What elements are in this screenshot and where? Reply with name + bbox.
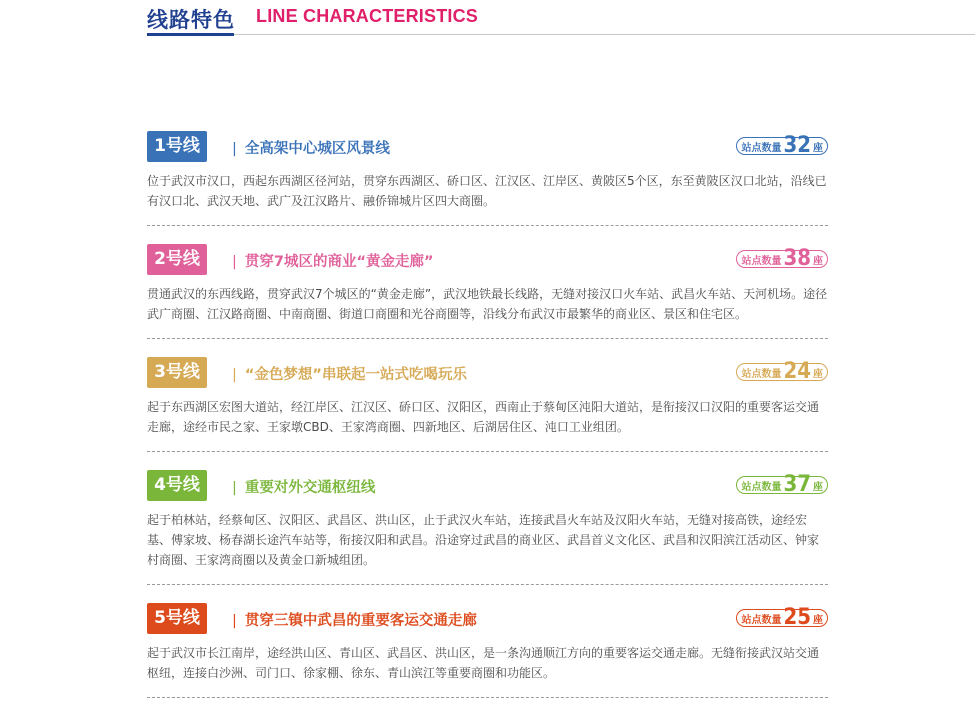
line-tagline-text: 贯穿7城区的商业“黄金走廊” [244, 254, 434, 270]
line-tagline-text: 全高架中心城区风景线 [244, 141, 390, 157]
stations-count-pill [736, 606, 828, 630]
line-description: 起于柏林站，经蔡甸区、汉阳区、武昌区、洪山区，止于武汉火车站，连接武昌火车站及汉阳火车站，无缝对接高铁，途经宏基、傅家坡、杨春湖长途汽车站等，衔接汉阳和武昌。沿途穿过武昌的商业区、武昌首义文化区、武昌和汉阳滨江活动区、钟家村商圈、王家湾商圈以及黄金口新城组团。 [147, 513, 820, 567]
dashed-divider [147, 584, 828, 585]
stations-label: 站点数量 [741, 614, 782, 626]
stations-count-pill [736, 360, 828, 384]
tagline-divider: | [232, 613, 237, 629]
line-tagline [232, 363, 467, 384]
dashed-divider [147, 225, 828, 226]
stations-unit: 座 [813, 368, 823, 380]
stations-count-pill [736, 247, 828, 271]
line-tagline [232, 250, 434, 271]
header-divider [147, 34, 975, 35]
stations-label: 站点数量 [741, 481, 782, 493]
stations-label: 站点数量 [741, 255, 782, 267]
line-tagline [232, 476, 375, 497]
line-badge: 3号线 [147, 357, 207, 388]
dashed-divider [147, 338, 828, 339]
stations-count: 37 [783, 472, 811, 497]
line-badge: 5号线 [147, 603, 207, 634]
stations-count: 32 [783, 133, 811, 158]
line-tagline [232, 609, 477, 630]
line-badge: 4号线 [147, 470, 207, 501]
line-tagline-text: “金色梦想”串联起一站式吃喝玩乐 [244, 367, 467, 383]
stations-unit: 座 [813, 481, 823, 493]
stations-unit: 座 [813, 255, 823, 267]
stations-count: 38 [783, 246, 811, 271]
dashed-divider [147, 451, 828, 452]
line-badge: 2号线 [147, 244, 207, 275]
section-title-en: LINE CHARACTERISTICS [256, 6, 479, 26]
tagline-divider: | [232, 367, 237, 383]
stations-count: 24 [783, 359, 811, 384]
line-tagline [232, 137, 390, 158]
header-accent-bar [147, 33, 234, 36]
stations-unit: 座 [813, 614, 823, 626]
stations-count-pill [736, 134, 828, 158]
stations-count: 25 [783, 605, 811, 630]
tagline-divider: | [232, 254, 237, 270]
line-badge: 1号线 [147, 131, 207, 162]
line-tagline-text: 重要对外交通枢纽线 [244, 480, 376, 496]
line-description: 位于武汉市汉口，西起东西湖区径河站，贯穿东西湖区、硚口区、江汉区、江岸区、黄陂区5个区，东至黄陂区汉口北站，沿线已有汉口北、武汉天地、武广及江汉路片、融侨锦城片区四大商圈。 [147, 174, 827, 208]
section-header [147, 0, 975, 38]
line-description: 起于东西湖区宏图大道站，经江岸区、江汉区、硚口区、汉阳区，西南止于蔡甸区沌阳大道站，是衔接汉口汉阳的重要客运交通走廊，途经市民之家、王家墩CBD、王家湾商圈、四新地区、后湖居住区、沌口工业组团。 [147, 400, 820, 434]
line-tagline-text: 贯穿三镇中武昌的重要客运交通走廊 [244, 613, 477, 629]
dashed-divider [147, 697, 828, 698]
line-description: 起于武汉市长江南岸，途经洪山区、青山区、武昌区、洪山区，是一条沟通顺江方向的重要客运交通走廊。无缝衔接武汉站交通枢纽，连接白沙洲、司门口、徐家棚、徐东、青山滨江等重要商圈和功能区。 [147, 646, 820, 680]
stations-unit: 座 [813, 142, 823, 154]
line-description: 贯通武汉的东西线路，贯穿武汉7个城区的“黄金走廊”，武汉地铁最长线路，无缝对接汉口火车站、武昌火车站、天河机场。途径武广商圈、江汉路商圈、中南商圈、街道口商圈和光谷商圈等，沿线分布武汉市最繁华的商业区、景区和住宅区。 [147, 287, 828, 321]
tagline-divider: | [232, 480, 237, 496]
tagline-divider: | [232, 141, 237, 157]
stations-count-pill [736, 473, 828, 497]
section-title-cn: 线路特色 [147, 8, 235, 32]
stations-label: 站点数量 [741, 368, 782, 380]
stations-label: 站点数量 [741, 142, 782, 154]
